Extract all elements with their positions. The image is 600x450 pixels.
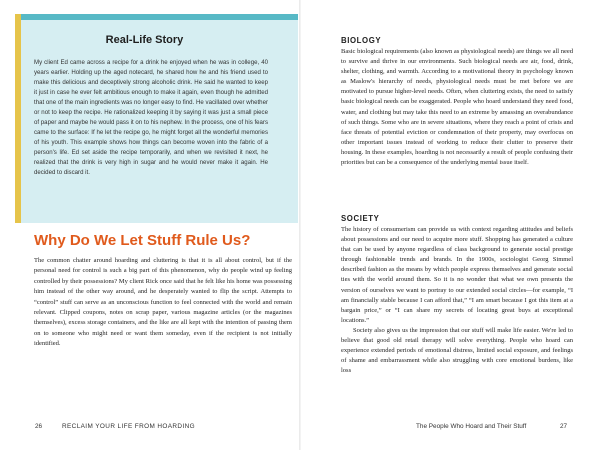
box-top-accent-bar — [15, 14, 298, 20]
running-head-right: The People Who Hoard and Their Stuff — [416, 423, 527, 430]
society-body-block — [341, 225, 573, 376]
running-head-left: RECLAIM YOUR LIFE FROM HOARDING — [62, 423, 196, 430]
section-heading: Why Do We Let Stuff Rule Us? — [34, 232, 251, 249]
page-gutter — [299, 0, 301, 450]
sidebox-body: My client Ed came across a recipe for a drink he enjoyed when he was in college, 40 years earlier. Holding up the aged notecard, he shared how he and his friend used to make this delicious and deceptively strong alcoholic drink. He said he wanted to keep it just in case he ever felt ambitious enough to make it again, even though he admitted that one of the main ingredients was no longer easy to find. He vacillated over whether or not to keep the recipe. He rationalized keeping it by saying it was just a small piece of paper and maybe he would pass it on to his nephew. In the process, one of his fears came to the surface: If he let the recipe go, he might forget all the wonderful memories of his youth. This example shows how things can become woven into the fabric of a person's life. Ed set aside the recipe temporarily, and when we revisited it next, he realized that the drink is very high in sugar and he would never make it again. He decided to discard it. — [34, 59, 268, 176]
society-heading: SOCIETY — [341, 214, 380, 223]
biology-body: Basic biological requirements (also known as physiological needs) are things we all need to survive and thrive in our environments. Such biological needs are air, food, drink, shelter, clothing, and warmth. According to a motivational theory in psychology known as Maslow's hierarchy of needs, physiological needs must be met before we are motivated to pursue higher-level needs. Often, when cluttering exists, the need to satisfy basic biological needs can be exaggerated. People who hoard understand they need food, water, and clothing but may take this need to an extreme by amassing an overabundance of such things. Some who are in severe situations, where they reach a point of crisis and face threats of potential eviction or condemnation of their property, may overfocus on other important issues instead of working to reduce their clutter to preserve their housing. In these examples, hoarding is not necessarily a result of people confusing their priorities but can be a consequence of the underlying mental issue itself. — [341, 48, 573, 167]
society-paragraph-1: The history of consumerism can provide us with context regarding attitudes and beliefs about possessions and our need to acquire more stuff. Shopping has generated a culture that can be used by anyone regardless of class background to generate social prestige through fashionable trends and brands. In the 1900s, sociologist Georg Simmel described fashion as the means by which people express themselves and generate social ties with the world around them. So it is no wonder that what we own presents the version of ourselves we want to portray to our extended social circles—for example, “I am financially stable because I can afford that,” “I am smart because I got this item at a bargain price,” or “I can share my secrets of locating great buys at exceptional locations.” — [341, 226, 573, 324]
society-paragraph-2: Society also gives us the impression that our stuff will make life easier. We're led to believe that good old retail therapy will solve everything. People who hoard can experience extended periods of emotional distress, limited social exposure, and feelings of shame and embarrassment while also struggling with core emotional burdens, like loss — [341, 326, 573, 375]
sidebox-title: Real-Life Story — [105, 34, 184, 46]
page-number-right: 27 — [560, 423, 568, 430]
biology-heading: BIOLOGY — [341, 36, 382, 45]
page-number-left: 26 — [35, 423, 43, 430]
left-body-text: The common chatter around hoarding and cluttering is that it is all about control, but if the personal need for control is such a big part of this phenomenon, why do people wind up feeling controlled by their possessions? My client Rick once said that he felt like his home was possessing him instead of the other way around, and he desperately wanted to flip the script. Attempts to “control” stuff can serve as an unconscious function to feel connected with the world and remain relevant. Clipped coupons, notes on scrap paper, various magazine articles (or the magazines themselves), excess storage containers, and the like are all kept with the intention of passing them on to someone who might need or want them someday, even if the recipient is not initially identified. — [34, 257, 292, 348]
